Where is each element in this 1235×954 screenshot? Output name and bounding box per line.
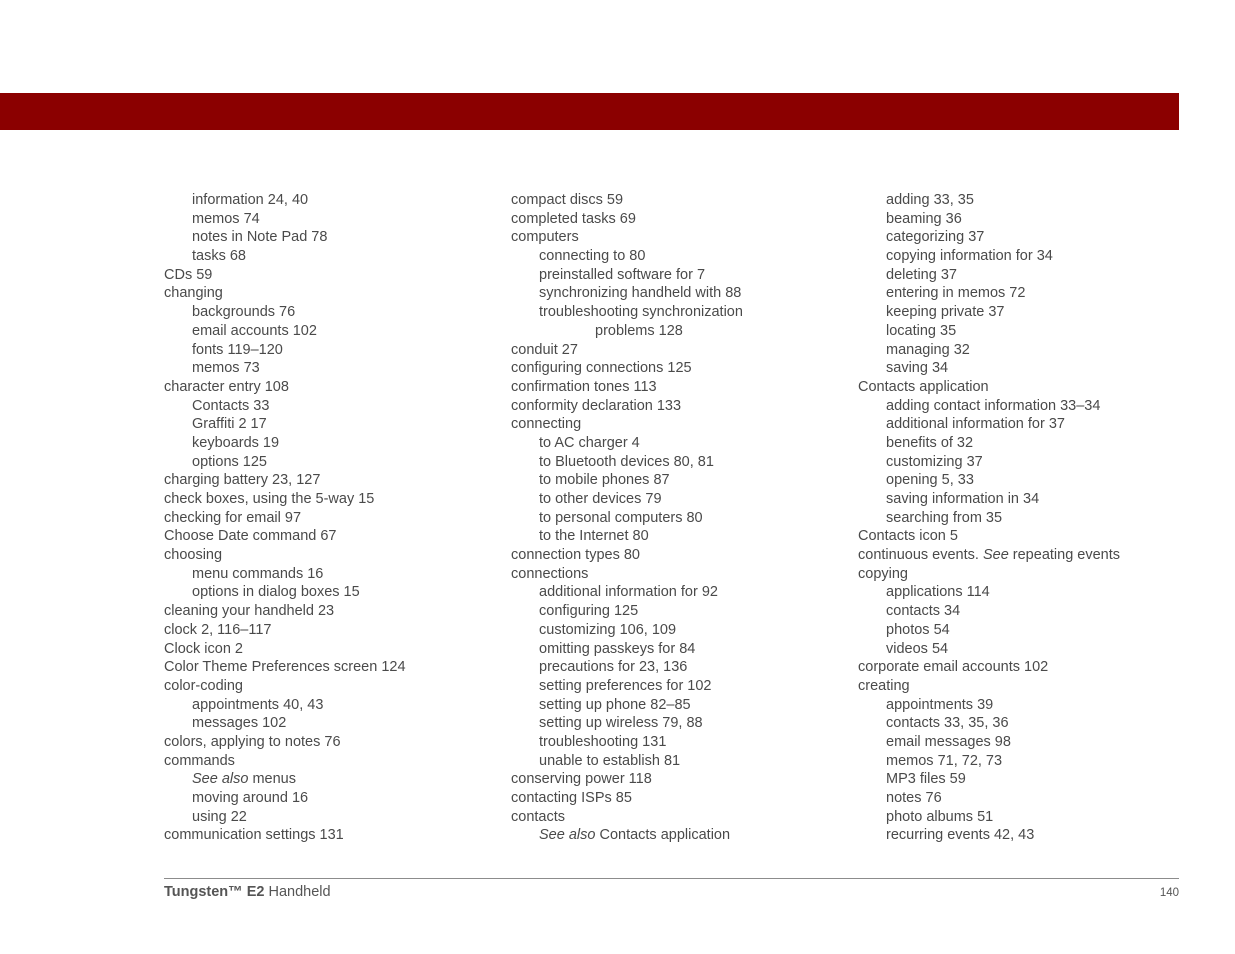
index-entry [511,714,743,733]
index-entry [511,303,743,322]
index-entry [858,565,1120,584]
index-entry [164,191,406,210]
index-entry [164,378,406,397]
entry-text: character entry 108 [164,378,289,395]
entry-text: copying [858,565,908,582]
entry-text: MP3 files 59 [886,771,966,788]
index-entry [511,453,743,472]
index-entry [511,826,743,845]
entry-text: connecting [511,416,582,433]
index-entry [511,640,743,659]
entry-text: cleaning your handheld 23 [164,603,335,620]
entry-text: Contacts application [858,378,989,395]
entry-text: messages 102 [192,715,287,732]
entry-text: precautions for 23, 136 [539,659,688,676]
entry-text: clock 2, 116–117 [164,621,272,638]
index-entry [164,770,406,789]
entry-text: connection types 80 [511,547,640,564]
index-entry [858,453,1120,472]
index-entry [858,247,1120,266]
entry-text: Contacts application [595,827,731,844]
index-entry [858,527,1120,546]
entry-text: corporate email accounts 102 [858,659,1049,676]
index-entry [511,434,743,453]
entry-text: notes in Note Pad 78 [192,229,328,246]
index-entry [164,228,406,247]
entry-text: configuring 125 [539,603,639,620]
entry-prefix: continuous events. [858,547,983,564]
index-entry [858,714,1120,733]
entry-text: options 125 [192,453,267,470]
entry-text: categorizing 37 [886,229,985,246]
entry-text: contacts [511,808,565,825]
index-entry [858,808,1120,827]
entry-text: memos 74 [192,210,260,227]
index-entry [511,583,743,602]
entry-text: contacts 34 [886,603,961,620]
index-entry [164,284,406,303]
entry-text: to other devices 79 [539,491,662,507]
entry-text: computers [511,229,579,246]
entry-text: connections [511,565,589,582]
entry-text: options in dialog boxes 15 [192,584,360,601]
entry-text: saving information in 34 [886,491,1040,507]
entry-text: communication settings 131 [164,827,344,844]
index-entry [858,602,1120,621]
index-entry [858,640,1120,659]
entry-text: problems 128 [595,322,683,339]
footer-title [164,884,331,900]
index-entry [164,453,406,472]
index-entry [858,752,1120,771]
index-entry [164,677,406,696]
index-entry [164,826,406,845]
index-entry [858,509,1120,528]
entry-text: email accounts 102 [192,322,317,339]
index-entry [858,658,1120,677]
entry-text: contacts 33, 35, 36 [886,715,1009,732]
index-entry [511,546,743,565]
index-entry [858,546,1120,565]
entry-text: adding contact information 33–34 [886,397,1101,414]
index-entry [511,322,743,341]
entry-text: check boxes, using the 5-way 15 [164,491,375,507]
entry-text: appointments 39 [886,696,994,713]
index-entry [511,677,743,696]
entry-text: synchronizing handheld with 88 [539,285,742,302]
index-entry [164,303,406,322]
cross-reference: See also [539,827,596,844]
entry-text: copying information for 34 [886,248,1053,265]
entry-text: repeating events [1008,547,1121,564]
index-entry [511,752,743,771]
entry-text: confirmation tones 113 [511,378,657,395]
index-entry [511,658,743,677]
entry-text: conformity declaration 133 [511,397,682,414]
index-entry [164,471,406,490]
index-entry [164,640,406,659]
entry-text: omitting passkeys for 84 [539,640,696,657]
index-entry [511,733,743,752]
entry-text: to the Internet 80 [539,528,649,545]
page-number: 140 [1159,887,1179,899]
entry-text: fonts 119–120 [192,341,283,358]
index-entry [858,397,1120,416]
entry-text: saving 34 [886,360,949,377]
index-entry [511,284,743,303]
index-entry [164,210,406,229]
index-entry [511,527,743,546]
index-entry [164,341,406,360]
entry-text: photo albums 51 [886,808,994,825]
entry-text: charging battery 23, 127 [164,472,321,489]
index-entry [164,658,406,677]
index-entry [164,602,406,621]
index-entry [858,341,1120,360]
entry-text: preinstalled software for 7 [539,266,706,283]
index-entry [164,714,406,733]
index-entry [164,527,406,546]
index-entry [511,770,743,789]
index-entry [164,752,406,771]
index-entry [164,621,406,640]
entry-text: conserving power 118 [511,771,652,788]
footer-product-name: Tungsten™ E2 [164,884,265,900]
entry-text: entering in memos 72 [886,285,1026,302]
index-entry [858,696,1120,715]
entry-text: checking for email 97 [164,509,302,526]
entry-text: choosing [164,547,223,564]
index-entry [511,602,743,621]
entry-text: opening 5, 33 [886,472,974,489]
index-entry [858,322,1120,341]
entry-text: color-coding [164,677,243,694]
entry-text: menus [248,771,296,788]
entry-text: troubleshooting 131 [539,733,667,750]
index-entry [858,677,1120,696]
index-entry [164,247,406,266]
index-entry [164,546,406,565]
index-entry [858,826,1120,845]
index-entry [511,210,743,229]
entry-text: troubleshooting synchronization [539,304,743,321]
index-entry [164,565,406,584]
entry-text: compact discs 59 [511,192,624,208]
header-banner [0,93,1179,130]
index-entry [511,266,743,285]
index-entry [164,490,406,509]
entry-text: commands [164,752,235,769]
footer-product-suffix: Handheld [264,884,331,900]
index-entry [164,808,406,827]
cross-reference: See also [192,771,249,788]
entry-text: memos 71, 72, 73 [886,752,1003,769]
index-entry [164,583,406,602]
entry-text: using 22 [192,808,247,825]
index-entry [511,509,743,528]
index-entry [858,490,1120,509]
index-entry [164,359,406,378]
entry-text: managing 32 [886,341,970,358]
entry-text: searching from 35 [886,509,1003,526]
index-entry [164,509,406,528]
index-entry [858,210,1120,229]
index-entry [858,191,1120,210]
entry-text: creating [858,677,910,694]
index-entry [511,621,743,640]
index-entry [511,490,743,509]
index-entry [858,415,1120,434]
index-entry [164,322,406,341]
entry-text: configuring connections 125 [511,360,692,377]
entry-text: benefits of 32 [886,434,974,451]
entry-text: colors, applying to notes 76 [164,733,341,750]
entry-text: setting up wireless 79, 88 [539,715,703,732]
entry-text: unable to establish 81 [539,752,681,769]
footer-rule [164,878,1179,879]
entry-text: conduit 27 [511,341,578,358]
index-entry [511,565,743,584]
index-entry [858,303,1120,322]
index-entry [511,789,743,808]
entry-text: Clock icon 2 [164,640,243,657]
index-entry [164,434,406,453]
index-entry [164,789,406,808]
entry-text: setting preferences for 102 [539,677,712,694]
cross-reference: See [982,547,1009,564]
index-entry [511,247,743,266]
entry-text: additional information for 37 [886,416,1065,433]
entry-text: Contacts icon 5 [858,528,958,545]
index-entry [858,284,1120,303]
entry-text: Contacts 33 [192,397,270,414]
entry-text: videos 54 [886,640,949,657]
entry-text: to Bluetooth devices 80, 81 [539,453,714,470]
index-entry [858,770,1120,789]
index-entry [511,808,743,827]
index-entry [511,378,743,397]
entry-text: recurring events 42, 43 [886,827,1035,844]
entry-text: customizing 37 [886,453,983,470]
entry-text: beaming 36 [886,210,962,227]
index-entry [511,696,743,715]
entry-text: changing [164,285,223,302]
index-entry [164,397,406,416]
index-entry [858,266,1120,285]
entry-text: keeping private 37 [886,304,1005,321]
entry-text: additional information for 92 [539,584,718,601]
entry-text: photos 54 [886,621,950,638]
entry-text: to personal computers 80 [539,509,703,526]
entry-text: keyboards 19 [192,434,280,451]
index-entry [511,191,743,210]
entry-text: email messages 98 [886,733,1011,750]
entry-text: completed tasks 69 [511,210,636,227]
entry-text: moving around 16 [192,790,309,806]
entry-text: adding 33, 35 [886,192,974,208]
index-entry [511,228,743,247]
index-entry [858,733,1120,752]
index-column-2 [511,191,743,845]
entry-text: notes 76 [886,790,942,806]
entry-text: tasks 68 [192,248,246,265]
entry-text: appointments 40, 43 [192,696,324,713]
entry-text: connecting to 80 [539,248,646,265]
entry-text: contacting ISPs 85 [511,790,632,806]
index-entry [858,583,1120,602]
index-entry [858,789,1120,808]
entry-text: customizing 106, 109 [539,621,677,638]
index-entry [858,621,1120,640]
entry-text: deleting 37 [886,266,957,283]
index-entry [858,434,1120,453]
entry-text: locating 35 [886,322,957,339]
index-entry [164,696,406,715]
index-entry [164,733,406,752]
entry-text: information 24, 40 [192,192,309,208]
entry-text: memos 73 [192,360,260,377]
entry-text: Graffiti 2 17 [192,416,267,433]
index-entry [858,359,1120,378]
entry-text: Color Theme Preferences screen 124 [164,659,406,676]
index-entry [511,397,743,416]
index-entry [164,415,406,434]
index-entry [511,359,743,378]
index-entry [858,228,1120,247]
index-entry [858,471,1120,490]
entry-text: Choose Date command 67 [164,528,337,545]
index-entry [511,415,743,434]
index-column-1 [164,191,406,845]
entry-text: CDs 59 [164,266,213,283]
entry-text: applications 114 [886,584,990,601]
entry-text: backgrounds 76 [192,304,296,321]
entry-text: to mobile phones 87 [539,472,670,489]
index-column-3 [858,191,1120,845]
index-entry [511,341,743,360]
entry-text: to AC charger 4 [539,434,640,451]
index-entry [858,378,1120,397]
index-entry [511,471,743,490]
index-entry [164,266,406,285]
entry-text: menu commands 16 [192,565,324,582]
entry-text: setting up phone 82–85 [539,696,691,713]
